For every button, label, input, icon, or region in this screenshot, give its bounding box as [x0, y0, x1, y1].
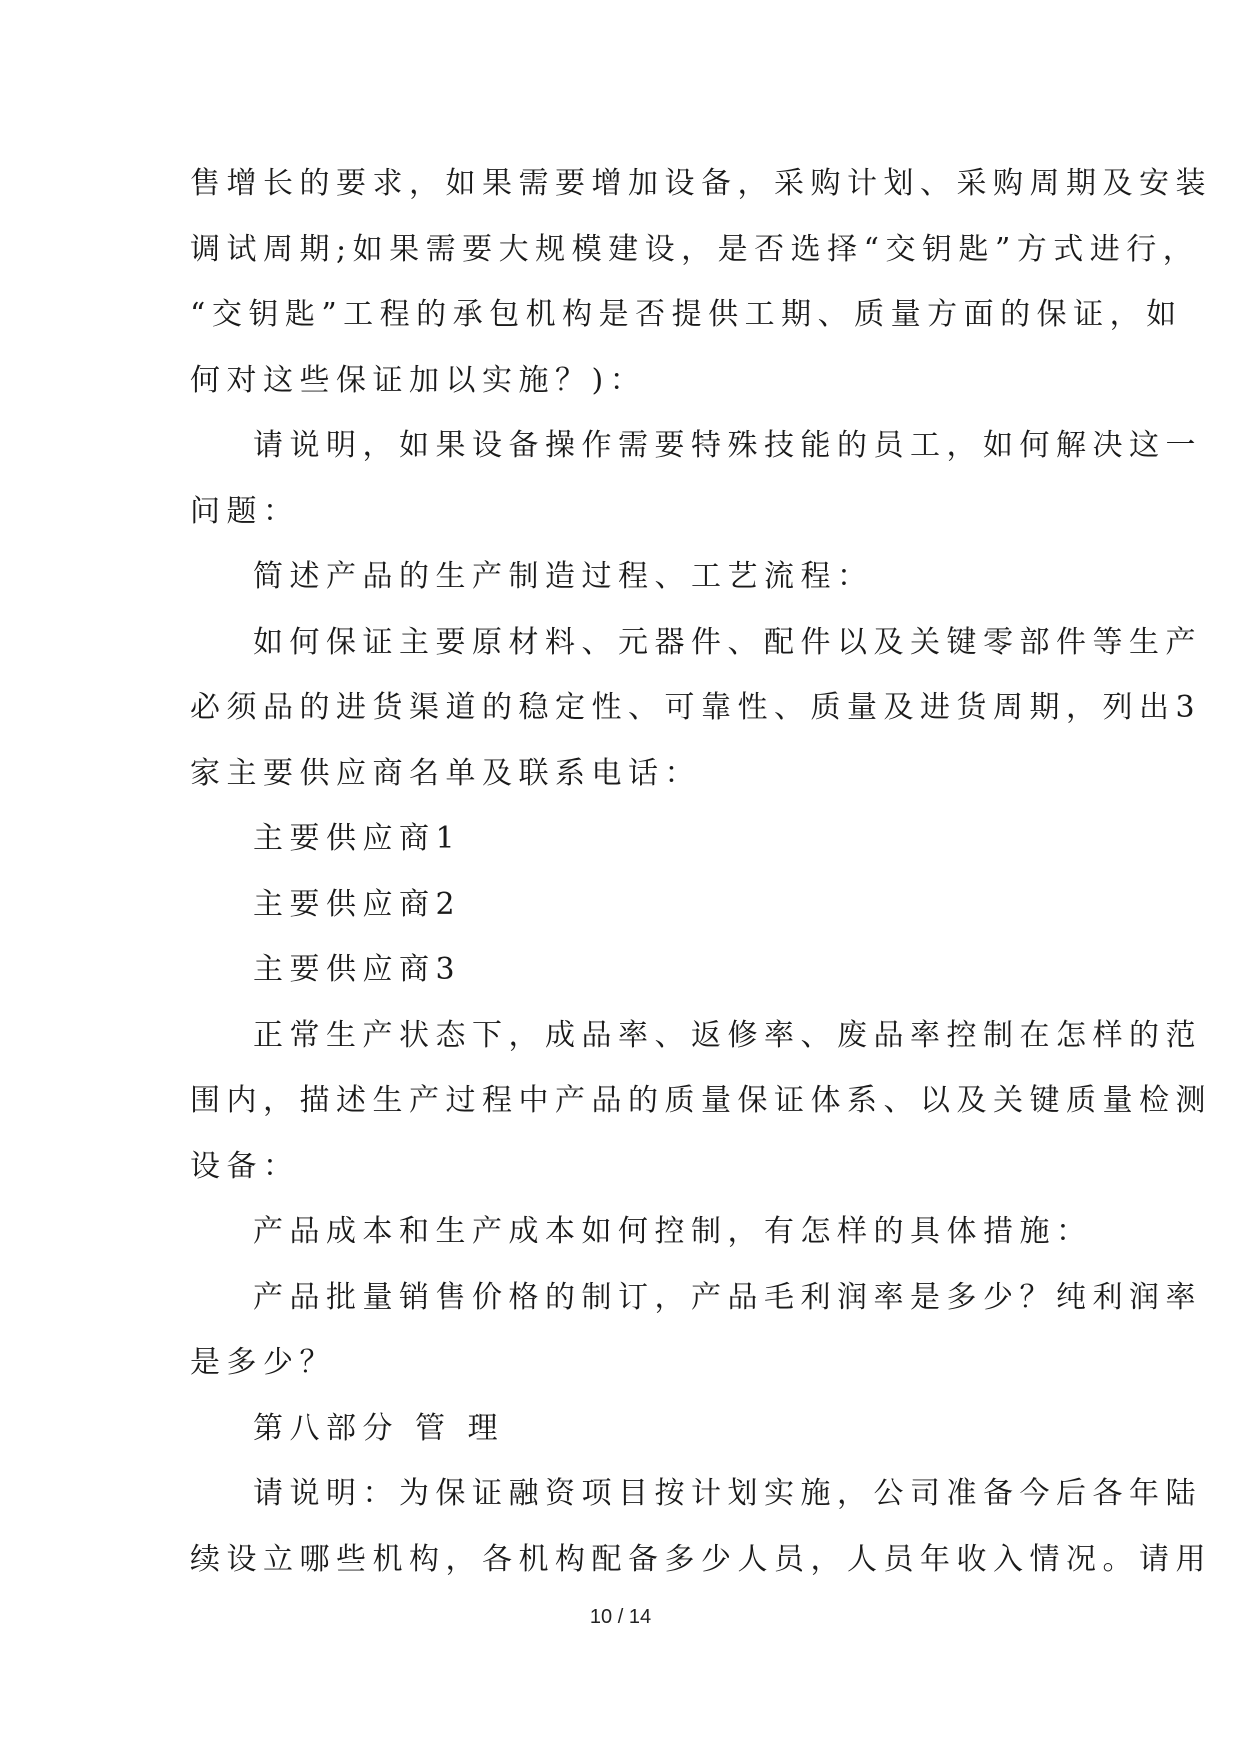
text-line: 售增长的要求，如果需要增加设备，采购计划、采购周期及安装 [190, 166, 1212, 201]
text-line: 续设立哪些机构，各机构配备多少人员，人员年收入情况。请用 [190, 1541, 1212, 1577]
text-line: 如何保证主要原材料、元器件、配件以及关键零部件等生产 [253, 624, 1202, 660]
text-line: 设备： [190, 1148, 300, 1184]
text-line: 围内，描述生产过程中产品的质量保证体系、以及关键质量检测 [190, 1083, 1212, 1118]
text-line: 必须品的进货渠道的稳定性、可靠性、质量及进货周期，列出3 [190, 690, 1202, 725]
paragraph [190, 1003, 1212, 1200]
text-line: 家主要供应商名单及联系电话： [190, 755, 701, 791]
text-line: 产品批量销售价格的制订，产品毛利润率是多少？纯利润率 [253, 1279, 1202, 1315]
paragraph [190, 610, 1202, 807]
paragraph [190, 413, 1202, 544]
text-line: 调试周期;如果需要大规模建设，是否选择“交钥匙”方式进行， [190, 231, 1200, 267]
text-line: 何对这些保证加以实施？)： [190, 362, 647, 398]
text-line: 简述产品的生产制造过程、工艺流程： [253, 559, 874, 594]
paragraph [190, 1461, 1212, 1592]
text-line: 第八部分 管 理 [253, 1410, 505, 1446]
paragraph [190, 544, 1070, 610]
paragraph [190, 1199, 1093, 1265]
text-line: 问题： [190, 493, 300, 529]
text-line: “交钥匙”工程的承包机构是否提供工期、质量方面的保证，如 [190, 297, 1183, 332]
document-body [190, 151, 1212, 1592]
paragraph [190, 937, 1070, 1003]
text-line: 主要供应商3 [253, 952, 462, 987]
paragraph [190, 1265, 1202, 1396]
text-line: 主要供应商2 [253, 886, 462, 922]
text-line: 正常生产状态下，成品率、返修率、废品率控制在怎样的范 [253, 1017, 1202, 1053]
text-line: 是多少？ [190, 1345, 336, 1380]
paragraph [190, 806, 1070, 872]
text-line: 请说明，如果设备操作需要特殊技能的员工，如何解决这一 [253, 428, 1202, 463]
page-number: 10 / 14 [589, 1606, 652, 1628]
paragraph [190, 1396, 1070, 1462]
document-page [190, 151, 1212, 1592]
text-line: 请说明：为保证融资项目按计划实施，公司准备今后各年陆 [253, 1476, 1202, 1511]
paragraph [190, 872, 1070, 938]
text-line: 主要供应商1 [253, 821, 462, 856]
text-line: 产品成本和生产成本如何控制，有怎样的具体措施： [253, 1214, 1093, 1249]
paragraph [190, 151, 1212, 413]
